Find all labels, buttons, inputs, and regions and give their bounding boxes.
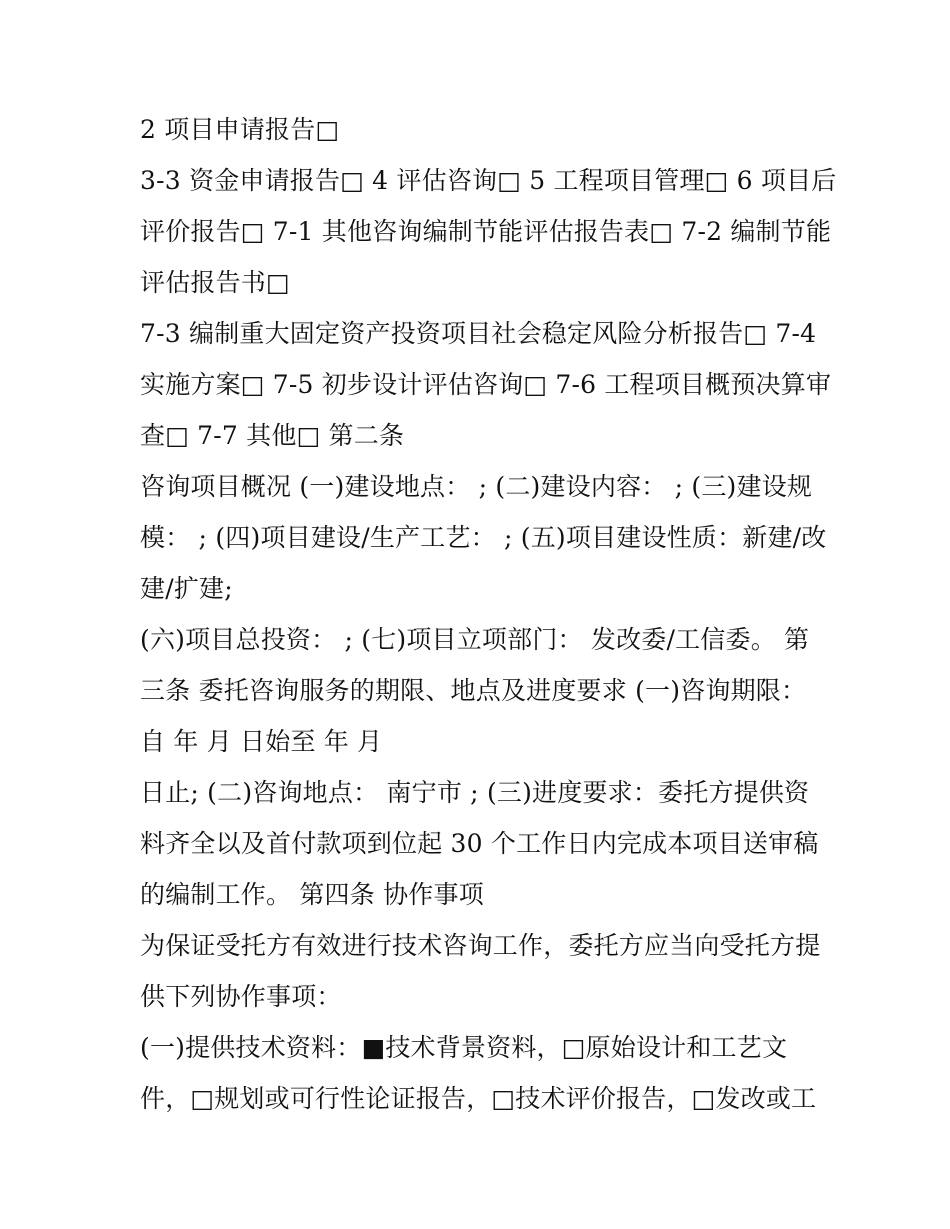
text-line: 料齐全以及首付款项到位起 30 个工作日内完成本项目送审稿	[140, 829, 819, 858]
text-line: 咨询项目概况 (一)建设地点： ; (二)建设内容： ; (三)建设规	[140, 472, 813, 501]
text-line: 供下列协作事项：	[140, 982, 342, 1011]
text-line: 评价报告□ 7-1 其他咨询编制节能评估报告表□ 7-2 编制节能	[140, 217, 832, 246]
text-line: 件，□规划或可行性论证报告，□技术评价报告，□发改或工	[140, 1084, 817, 1113]
text-line: 为保证受托方有效进行技术咨询工作，委托方应当向受托方提	[140, 931, 821, 960]
text-line: 的编制工作。 第四条 协作事项	[140, 880, 484, 909]
text-line: 3-3 资金申请报告□ 4 评估咨询□ 5 工程项目管理□ 6 项目后	[140, 166, 837, 195]
text-line: 实施方案□ 7-5 初步设计评估咨询□ 7-6 工程项目概预决算审	[140, 370, 832, 399]
text-line: 三条 委托咨询服务的期限、地点及进度要求 (一)咨询期限：	[140, 676, 807, 705]
text-line: 评估报告书□	[140, 268, 290, 297]
text-line: 建/扩建;	[140, 574, 233, 603]
text-line: 2 项目申请报告□	[140, 115, 340, 144]
text-line: (六)项目总投资： ; (七)项目立项部门： 发改委/工信委。 第	[140, 625, 810, 654]
text-line: 日止; (二)咨询地点： 南宁市 ; (三)进度要求：委托方提供资	[140, 778, 810, 807]
text-line: 自 年 月 日始至 年 月	[140, 727, 383, 756]
text-line: 模： ; (四)项目建设/生产工艺： ; (五)项目建设性质：新建/改	[140, 523, 827, 552]
text-line: (一)提供技术资料：■技术背景资料，□原始设计和工艺文	[140, 1033, 788, 1062]
text-line: 7-3 编制重大固定资产投资项目社会稳定风险分析报告□ 7-4	[140, 319, 817, 348]
text-line: 查□ 7-7 其他□ 第二条	[140, 421, 405, 450]
